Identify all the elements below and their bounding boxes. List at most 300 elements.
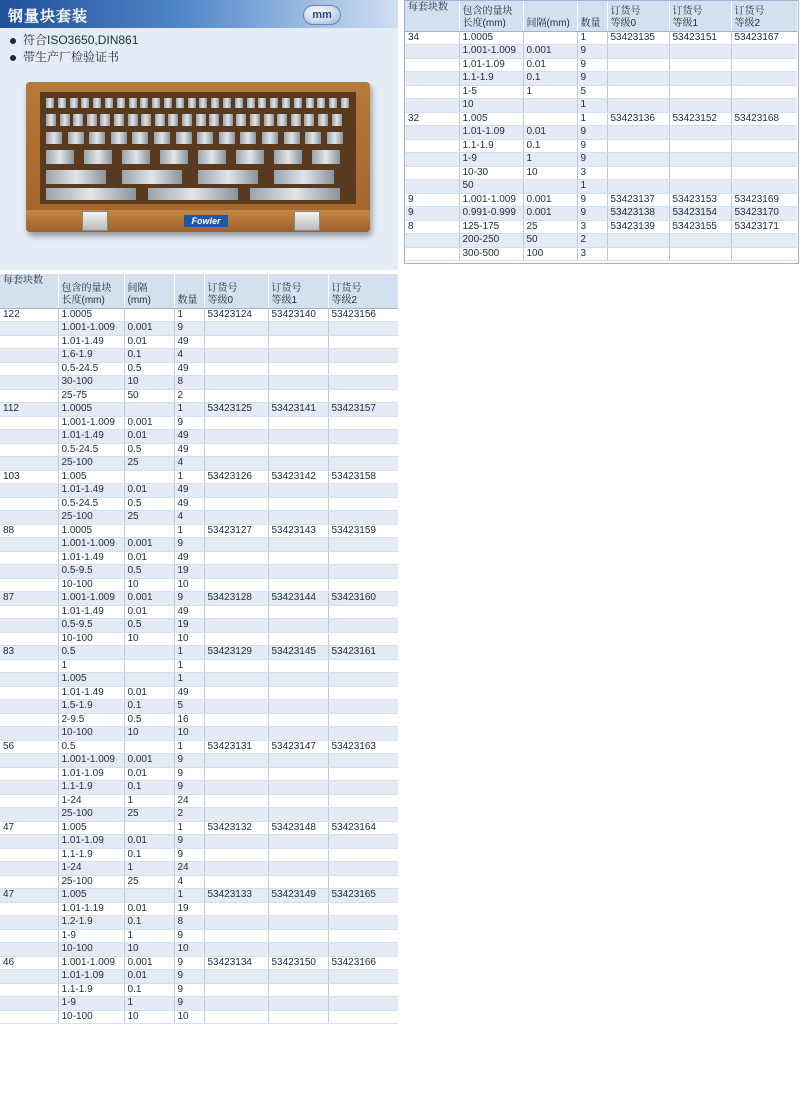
quantity-cell: 49 [174,484,204,498]
gauge-block [196,114,206,126]
order-grade2-cell [328,362,398,376]
header-grade0: 订货号 等级0 [607,1,669,31]
length-cell: 1.1-1.9 [459,139,523,153]
quantity-cell: 9 [174,983,204,997]
gauge-block [341,98,349,108]
order-grade2-cell [328,551,398,565]
gauge-block [270,98,278,108]
quantity-cell: 9 [174,781,204,795]
table-row [0,727,398,741]
order-grade0-cell [204,605,268,619]
interval-cell: 0.001 [523,45,577,59]
interval-cell: 10 [124,727,174,741]
set-count-cell [0,430,58,444]
interval-cell: 25 [124,808,174,822]
table-row [0,713,398,727]
order-grade1-cell: 53423152 [669,112,731,126]
length-cell: 25-75 [58,389,124,403]
order-grade2-cell [328,659,398,673]
length-cell: 1.01-1.49 [58,686,124,700]
order-grade0-cell [607,45,669,59]
table-row [0,565,398,579]
order-grade0-cell [204,484,268,498]
gauge-block [128,114,138,126]
interval-cell [523,99,577,113]
bullet-icon [10,38,16,44]
gauge-block [122,170,182,184]
order-grade0-cell: 53423139 [607,220,669,234]
set-count-cell [405,247,459,261]
gauge-block [46,132,62,144]
table-row [405,207,797,221]
set-count-cell [0,619,58,633]
order-grade1-cell [268,997,328,1011]
set-count-cell [405,234,459,248]
table-row [405,58,797,72]
set-count-cell [0,997,58,1011]
set-count-cell: 112 [0,403,58,417]
set-count-cell [0,511,58,525]
table-row [0,335,398,349]
order-grade2-cell [328,578,398,592]
gauge-block [312,150,340,164]
quantity-cell: 1 [174,821,204,835]
table-row [0,416,398,430]
quantity-cell: 9 [174,538,204,552]
order-grade0-cell [607,153,669,167]
quantity-cell: 9 [174,997,204,1011]
order-grade2-cell [328,497,398,511]
length-cell: 50 [459,180,523,194]
table-row [0,875,398,889]
interval-cell: 25 [124,875,174,889]
gauge-block [46,98,54,108]
gauge-block [141,114,151,126]
gauge-block [140,98,148,108]
gauge-block [182,114,192,126]
order-grade0-cell [607,139,669,153]
header-set-count: 每套块数 [405,1,459,31]
page-title: 钢量块套装 [8,8,89,25]
interval-cell: 0.01 [124,902,174,916]
table-row [0,619,398,633]
order-grade0-cell [204,511,268,525]
quantity-cell: 3 [577,247,607,261]
table-row [405,166,797,180]
order-grade2-cell [328,484,398,498]
order-grade1-cell [268,970,328,984]
quantity-cell: 24 [174,862,204,876]
length-cell: 1.005 [58,821,124,835]
set-count-cell [0,632,58,646]
quantity-cell: 9 [174,767,204,781]
length-cell: 300-500 [459,247,523,261]
order-grade1-cell [268,511,328,525]
order-grade0-cell [204,457,268,471]
order-grade2-cell [328,862,398,876]
order-grade1-cell [268,686,328,700]
gauge-block [317,98,325,108]
length-cell: 1.01-1.19 [58,902,124,916]
length-cell: 1.01-1.09 [58,835,124,849]
length-cell: 10-100 [58,632,124,646]
length-cell: 0.5 [58,646,124,660]
order-grade0-cell [204,578,268,592]
quantity-cell: 49 [174,497,204,511]
quantity-cell: 49 [174,551,204,565]
quantity-cell: 19 [174,619,204,633]
order-grade0-cell [204,659,268,673]
gauge-block [235,98,243,108]
order-grade0-cell [204,538,268,552]
left-table-body [0,308,398,1024]
quantity-cell: 9 [577,207,607,221]
table-row [0,997,398,1011]
order-grade2-cell [328,916,398,930]
set-count-cell [0,875,58,889]
order-grade0-cell [204,335,268,349]
interval-cell [124,821,174,835]
table-row [405,153,797,167]
interval-cell: 0.01 [124,335,174,349]
set-count-cell: 34 [405,31,459,45]
quantity-cell: 5 [577,85,607,99]
set-count-cell [405,139,459,153]
gauge-block [236,114,246,126]
product-photo [16,78,386,256]
table-row [0,578,398,592]
order-grade0-cell [204,551,268,565]
interval-cell: 10 [124,943,174,957]
order-grade1-cell: 53423148 [268,821,328,835]
length-cell: 1.01-1.09 [459,126,523,140]
interval-cell: 0.1 [124,983,174,997]
order-grade1-cell: 53423153 [669,193,731,207]
length-cell: 1 [58,659,124,673]
table-row [0,754,398,768]
set-count-cell: 9 [405,193,459,207]
length-cell: 10-100 [58,943,124,957]
interval-cell: 100 [523,247,577,261]
interval-cell [124,889,174,903]
gauge-block [327,132,343,144]
order-grade0-cell [607,180,669,194]
length-cell: 1.005 [58,470,124,484]
set-count-cell [0,686,58,700]
quantity-cell: 10 [174,578,204,592]
table-row [0,470,398,484]
table-row [0,362,398,376]
order-grade2-cell [328,673,398,687]
header-quantity: 数量 [174,274,204,308]
order-grade2-cell [731,85,797,99]
order-grade1-cell [268,632,328,646]
length-cell: 1-24 [58,862,124,876]
table-row [0,497,398,511]
order-grade1-cell [268,767,328,781]
length-cell: 1.1-1.9 [58,781,124,795]
order-grade1-cell [268,565,328,579]
quantity-cell: 9 [174,754,204,768]
length-cell: 1.01-1.49 [58,551,124,565]
length-cell: 1.01-1.09 [459,58,523,72]
gauge-block [304,114,314,126]
gauge-block [250,188,340,200]
order-grade0-cell [204,430,268,444]
interval-cell: 25 [124,457,174,471]
order-grade1-cell [268,484,328,498]
table-row [405,220,797,234]
gauge-block [282,98,290,108]
gauge-block [58,98,66,108]
set-count-cell [0,497,58,511]
order-grade1-cell [268,619,328,633]
table-row [0,970,398,984]
length-cell: 10-100 [58,578,124,592]
order-grade1-cell [268,902,328,916]
interval-cell [124,740,174,754]
table-row [0,511,398,525]
quantity-cell: 49 [174,443,204,457]
length-cell: 0.5-9.5 [58,619,124,633]
interval-cell: 0.01 [523,126,577,140]
table-row [0,484,398,498]
table-row [0,349,398,363]
interval-cell: 0.01 [124,970,174,984]
order-grade0-cell [204,389,268,403]
length-cell: 1.001-1.009 [459,193,523,207]
gauge-block-case [26,82,370,232]
table-row [0,524,398,538]
interval-cell: 0.001 [523,193,577,207]
table-row [0,322,398,336]
table-row [0,781,398,795]
order-grade1-cell [268,322,328,336]
order-grade1-cell: 53423150 [268,956,328,970]
case-front [26,210,370,232]
table-row [0,983,398,997]
gauge-block [274,170,334,184]
order-grade0-cell: 53423136 [607,112,669,126]
length-cell: 1.001-1.009 [58,322,124,336]
gauge-block [46,114,56,126]
gauge-block [70,98,78,108]
interval-cell: 0.001 [124,956,174,970]
table-row [0,673,398,687]
order-grade2-cell [328,713,398,727]
order-grade1-cell [268,713,328,727]
quantity-cell: 9 [174,322,204,336]
quantity-cell: 9 [577,126,607,140]
interval-cell [124,403,174,417]
feature-item [10,49,138,66]
length-cell: 1.01-1.49 [58,605,124,619]
gauge-block [176,98,184,108]
quantity-cell: 19 [174,902,204,916]
order-grade1-cell [268,551,328,565]
gauge-block [219,132,235,144]
order-grade2-cell [731,180,797,194]
length-cell: 10-100 [58,727,124,741]
gauge-block [164,98,172,108]
order-grade2-cell [731,45,797,59]
interval-cell: 0.01 [124,430,174,444]
order-grade1-cell [268,578,328,592]
order-grade2-cell: 53423166 [328,956,398,970]
table-row [405,193,797,207]
order-grade0-cell [204,848,268,862]
set-count-cell [405,153,459,167]
order-grade0-cell [204,1010,268,1024]
gauge-block [211,98,219,108]
quantity-cell: 1 [174,308,204,322]
table-row [0,308,398,322]
order-grade1-cell [268,875,328,889]
interval-cell: 50 [523,234,577,248]
quantity-cell: 9 [577,72,607,86]
order-grade1-cell [268,389,328,403]
interval-cell: 0.1 [124,700,174,714]
feature-text: 带生产厂检验证书 [23,50,120,64]
interval-cell: 0.5 [124,565,174,579]
order-grade0-cell [204,997,268,1011]
table-row [0,835,398,849]
quantity-cell: 24 [174,794,204,808]
gauge-block [262,132,278,144]
interval-cell: 0.001 [124,322,174,336]
order-grade2-cell [328,632,398,646]
gauge-block [258,98,266,108]
order-grade2-cell [328,430,398,444]
quantity-cell: 1 [174,673,204,687]
length-cell: 0.5-24.5 [58,443,124,457]
set-count-cell [0,902,58,916]
order-grade2-cell [731,72,797,86]
gauge-block [152,98,160,108]
gauge-block [46,188,136,200]
set-count-cell [0,538,58,552]
set-count-cell [0,673,58,687]
order-grade2-cell [328,929,398,943]
table-row [0,929,398,943]
order-grade2-cell [328,457,398,471]
feature-list [10,32,138,66]
interval-cell [523,180,577,194]
set-count-cell [0,767,58,781]
order-grade1-cell: 53423155 [669,220,731,234]
gauge-block [117,98,125,108]
order-grade1-cell [268,362,328,376]
interval-cell: 0.5 [124,443,174,457]
interval-cell [124,646,174,660]
quantity-cell: 1 [577,180,607,194]
order-grade0-cell [607,99,669,113]
length-cell: 25-100 [58,457,124,471]
order-grade0-cell: 53423129 [204,646,268,660]
latch-icon [294,211,320,231]
order-grade2-cell [328,875,398,889]
order-grade0-cell [204,808,268,822]
interval-cell: 25 [523,220,577,234]
order-grade0-cell: 53423127 [204,524,268,538]
length-cell: 1.005 [459,112,523,126]
order-grade0-cell: 53423125 [204,403,268,417]
order-grade2-cell [328,619,398,633]
order-grade1-cell [268,430,328,444]
interval-cell: 1 [124,794,174,808]
order-grade2-cell [328,794,398,808]
set-count-cell [0,862,58,876]
gauge-block-tray [40,92,356,204]
order-grade1-cell: 53423144 [268,592,328,606]
order-grade0-cell [204,862,268,876]
header-grade0: 订货号 等级0 [204,274,268,308]
set-count-cell [0,335,58,349]
set-count-cell: 46 [0,956,58,970]
quantity-cell: 10 [174,943,204,957]
table-row [0,862,398,876]
order-grade1-cell [268,835,328,849]
set-count-cell [405,72,459,86]
order-grade2-cell [328,983,398,997]
set-count-cell [0,700,58,714]
set-count-cell: 8 [405,220,459,234]
order-grade0-cell [204,673,268,687]
length-cell: 1.001-1.009 [58,754,124,768]
set-count-cell [405,85,459,99]
order-grade0-cell [204,362,268,376]
gauge-block [329,98,337,108]
set-count-cell [405,45,459,59]
order-grade1-cell [268,673,328,687]
order-grade1-cell [268,457,328,471]
gauge-block [277,114,287,126]
interval-cell: 1 [523,85,577,99]
table-row [0,956,398,970]
gauge-block [306,98,314,108]
order-grade2-cell [328,322,398,336]
gauge-block [46,150,74,164]
order-grade2-cell: 53423169 [731,193,797,207]
gauge-block [154,132,170,144]
order-grade0-cell [204,875,268,889]
gauge-block [87,114,97,126]
interval-cell: 10 [124,578,174,592]
order-grade1-cell [268,605,328,619]
order-grade2-cell: 53423157 [328,403,398,417]
quantity-cell: 10 [174,1010,204,1024]
order-grade2-cell [328,835,398,849]
quantity-cell: 1 [174,659,204,673]
order-grade1-cell: 53423149 [268,889,328,903]
length-cell: 1.01-1.09 [58,970,124,984]
order-grade0-cell [204,943,268,957]
order-grade2-cell: 53423170 [731,207,797,221]
order-grade1-cell [669,99,731,113]
header-grade1: 订货号 等级1 [268,274,328,308]
gauge-block [318,114,328,126]
order-grade1-cell [268,929,328,943]
order-grade0-cell [204,983,268,997]
set-count-cell [0,659,58,673]
length-cell: 1.1-1.9 [58,848,124,862]
order-grade2-cell: 53423168 [731,112,797,126]
gauge-block [84,150,112,164]
gauge-block [73,114,83,126]
order-grade1-cell [268,727,328,741]
set-count-cell [0,916,58,930]
interval-cell: 0.001 [523,207,577,221]
